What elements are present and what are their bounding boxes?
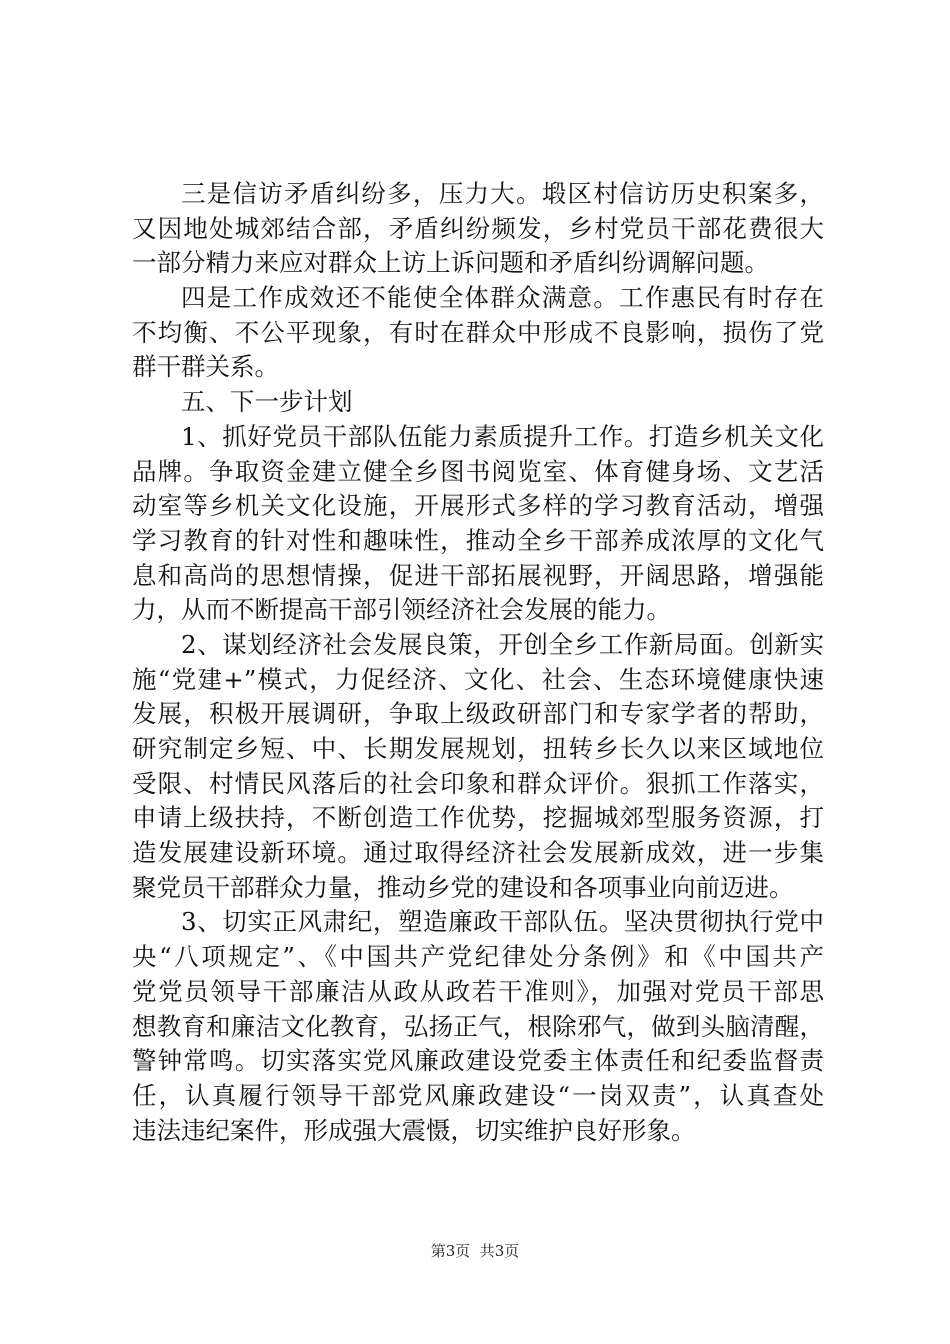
text-line: 五、下一步计划 <box>181 387 353 417</box>
text-line: 受限、村情民风落后的社会印象和群众评价。狠抓工作落实， <box>132 768 824 798</box>
text-line: 2、谋划经济社会发展良策，开创全乡工作新局面。创新实 <box>181 629 824 659</box>
text-line: 发展，积极开展调研，争取上级政研部门和专家学者的帮助， <box>132 699 824 729</box>
text-line: 申请上级扶持，不断创造工作优势，挖掘城郊型服务资源，打 <box>132 803 824 833</box>
text-line: 任，认真履行领导干部党风廉政建设“一岗双责”，认真查处 <box>132 1080 824 1110</box>
text-line: 想教育和廉洁文化教育，弘扬正气，根除邪气，做到头脑清醒， <box>132 1011 824 1041</box>
text-line: 学习教育的针对性和趣味性，推动全乡干部养成浓厚的文化气 <box>132 525 824 555</box>
text-line: 违法违纪案件，形成强大震慑，切实维护良好形象。 <box>132 1115 696 1145</box>
text-line: 三是信访矛盾纠纷多，压力大。塅区村信访历史积案多， <box>181 179 824 208</box>
text-line: 施“党建+”模式，力促经济、文化、社会、生态环境健康快速 <box>132 664 824 694</box>
text-line: 息和高尚的思想情操，促进干部拓展视野，开阔思路，增强能 <box>132 560 824 590</box>
text-line: 3、切实正风肃纪，塑造廉政干部队伍。坚决贯彻执行党中 <box>181 907 824 937</box>
text-line: 党党员领导干部廉洁从政从政若干准则》，加强对党员干部思 <box>132 976 824 1006</box>
page-footer <box>0 1241 950 1261</box>
text-line: 群干群关系。 <box>132 352 279 382</box>
text-line: 研究制定乡短、中、长期发展规划，扭转乡长久以来区域地位 <box>132 734 824 763</box>
text-line: 造发展建设新环境。通过取得经济社会发展新成效，进一步集 <box>132 838 824 868</box>
text-line: 四是工作成效还不能使全体群众满意。工作惠民有时存在 <box>181 283 824 313</box>
text-line: 1、抓好党员干部队伍能力素质提升工作。打造乡机关文化 <box>181 421 824 451</box>
text-line: 央“八项规定”、《中国共产党纪律处分条例》和《中国共产 <box>132 942 824 972</box>
text-line: 力，从而不断提高干部引领经济社会发展的能力。 <box>132 595 671 625</box>
text-line: 聚党员干部群众力量，推动乡党的建设和各项事业向前迈进。 <box>132 872 794 902</box>
text-line: 不均衡、不公平现象，有时在群众中形成不良影响，损伤了党 <box>132 317 824 347</box>
document-body <box>132 177 824 1148</box>
text-line: 警钟常鸣。切实落实党风廉政建设党委主体责任和纪委监督责 <box>132 1046 824 1076</box>
text-line: 动室等乡机关文化设施，开展形式多样的学习教育活动，增强 <box>132 491 824 521</box>
page-number-label: 第3页 共3页 <box>430 1242 520 1260</box>
text-line: 又因地处城郊结合部，矛盾纠纷频发，乡村党员干部花费很大 <box>132 213 824 243</box>
text-line: 一部分精力来应对群众上访上诉问题和矛盾纠纷调解问题。 <box>132 248 769 278</box>
text-line: 品牌。争取资金建立健全乡图书阅览室、体育健身场、文艺活 <box>132 456 824 486</box>
